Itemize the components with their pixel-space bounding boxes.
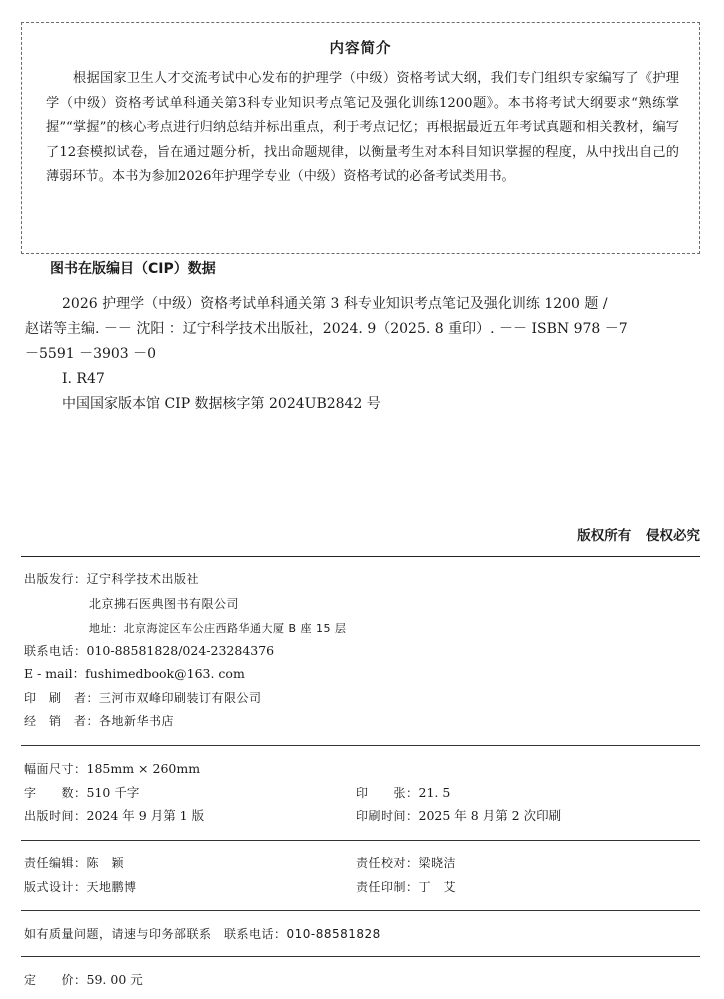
- design-row: [24, 879, 137, 895]
- email-value: fushimedbook@163. com: [85, 666, 245, 681]
- price-row: [24, 972, 143, 988]
- printer-label: 印 刷 者：: [24, 691, 100, 705]
- cip-line-5: 中国国家版本馆 CIP 数据核字第 2024UB2842 号: [62, 396, 381, 412]
- email-row: [24, 666, 245, 682]
- pub-date-label: 出版时间：: [24, 809, 87, 823]
- publisher-partner: 北京拂石医典图书有限公司: [89, 597, 240, 611]
- sheets-value: 21. 5: [418, 785, 451, 800]
- distributor-row: [24, 713, 174, 729]
- phone-value: 010-88581828/024-23284376: [86, 643, 275, 658]
- quality-notice: 如有质量问题，请速与印务部联系 联系电话：010-88581828: [24, 927, 381, 941]
- design-label: 版式设计：: [24, 880, 87, 894]
- address-label: 地址：: [89, 622, 124, 635]
- distributor-label: 经 销 者：: [24, 714, 100, 728]
- publisher-row: [24, 571, 199, 587]
- summary-text: 根据国家卫生人才交流考试中心发布的护理学（中级）资格考试大纲，我们专门组织专家编写了《护理学（中级）资格考试单科通关第3科专业知识考点笔记及强化训练1200题》。本书将考试大纲要求“熟练掌握”“掌握”的核心考点进行归纳总结并标出重点，利于考点记忆；再根据最近五年考试真题和相关教材，编写了12套模拟试卷，旨在通过题分析，找出命题规律，以衡量考生对本科目知识掌握的程度，从中找出自己的薄弱环节。本书为参加2026年护理学专业（中级）资格考试的必备考试类用书。: [46, 71, 679, 185]
- proof-value: 梁晓洁: [418, 856, 457, 870]
- words-value: 510 千字: [86, 785, 140, 800]
- cip-line-4: Ⅰ. R47: [62, 371, 105, 387]
- printing-row: [356, 879, 456, 895]
- words-row: [24, 785, 139, 801]
- cip-heading: 图书在版编目（CIP）数据: [50, 261, 216, 277]
- printing-label: 责任印制：: [356, 880, 419, 894]
- size-label: 幅面尺寸：: [24, 762, 87, 776]
- proof-row: [356, 855, 456, 871]
- divider: [21, 745, 700, 746]
- cip-line-1: 2026 护理学（中级）资格考试单科通关第 3 科专业知识考点笔记及强化训练 1200 题 /: [62, 296, 608, 312]
- cip-line-2: 赵诺等主编. －－ 沈阳 ：辽宁科学技术出版社，2024. 9（2025. 8 重印）. －－ ISBN 978 －7: [25, 321, 628, 337]
- pub-date-row: [24, 808, 204, 824]
- email-label: E - mail：: [24, 666, 86, 681]
- design-value: 天地鹏博: [86, 880, 137, 894]
- printing-value: 丁 艾: [418, 880, 457, 894]
- sheets-row: [356, 785, 450, 801]
- editor-row: [24, 855, 124, 871]
- cip-line-3: －5591 －3903 －0: [25, 346, 157, 362]
- words-label: 字 数：: [24, 786, 87, 800]
- print-date-row: [356, 808, 561, 824]
- divider: [21, 840, 700, 841]
- publisher-label: 出版发行：: [24, 572, 87, 586]
- pub-date-value: 2024 年 9 月第 1 版: [86, 808, 205, 823]
- editor-value: 陈 颖: [86, 856, 125, 870]
- size-value: 185mm × 260mm: [86, 761, 201, 776]
- publisher-name: 辽宁科学技术出版社: [86, 572, 200, 586]
- rights-notice: 版权所有 侵权必究: [577, 528, 700, 544]
- print-date-label: 印刷时间：: [356, 809, 419, 823]
- address-value: 北京海淀区车公庄西路华通大厦 B 座 15 层: [123, 622, 347, 635]
- sheets-label: 印 张：: [356, 786, 419, 800]
- printer-row: [24, 690, 262, 706]
- price-value: 59. 00 元: [86, 972, 143, 987]
- phone-label: 联系电话：: [24, 644, 87, 658]
- printer-value: 三河市双峰印刷装订有限公司: [99, 691, 262, 705]
- price-label: 定 价：: [24, 973, 87, 987]
- summary-title: 内容简介: [329, 41, 392, 57]
- divider: [21, 910, 700, 911]
- distributor-value: 各地新华书店: [99, 714, 175, 728]
- summary-box: [21, 22, 700, 254]
- address-row: [89, 620, 347, 637]
- size-row: [24, 761, 200, 777]
- phone-row: [24, 643, 274, 659]
- editor-label: 责任编辑：: [24, 856, 87, 870]
- divider: [21, 956, 700, 957]
- proof-label: 责任校对：: [356, 856, 419, 870]
- print-date-value: 2025 年 8 月第 2 次印刷: [418, 808, 562, 823]
- divider: [21, 556, 700, 557]
